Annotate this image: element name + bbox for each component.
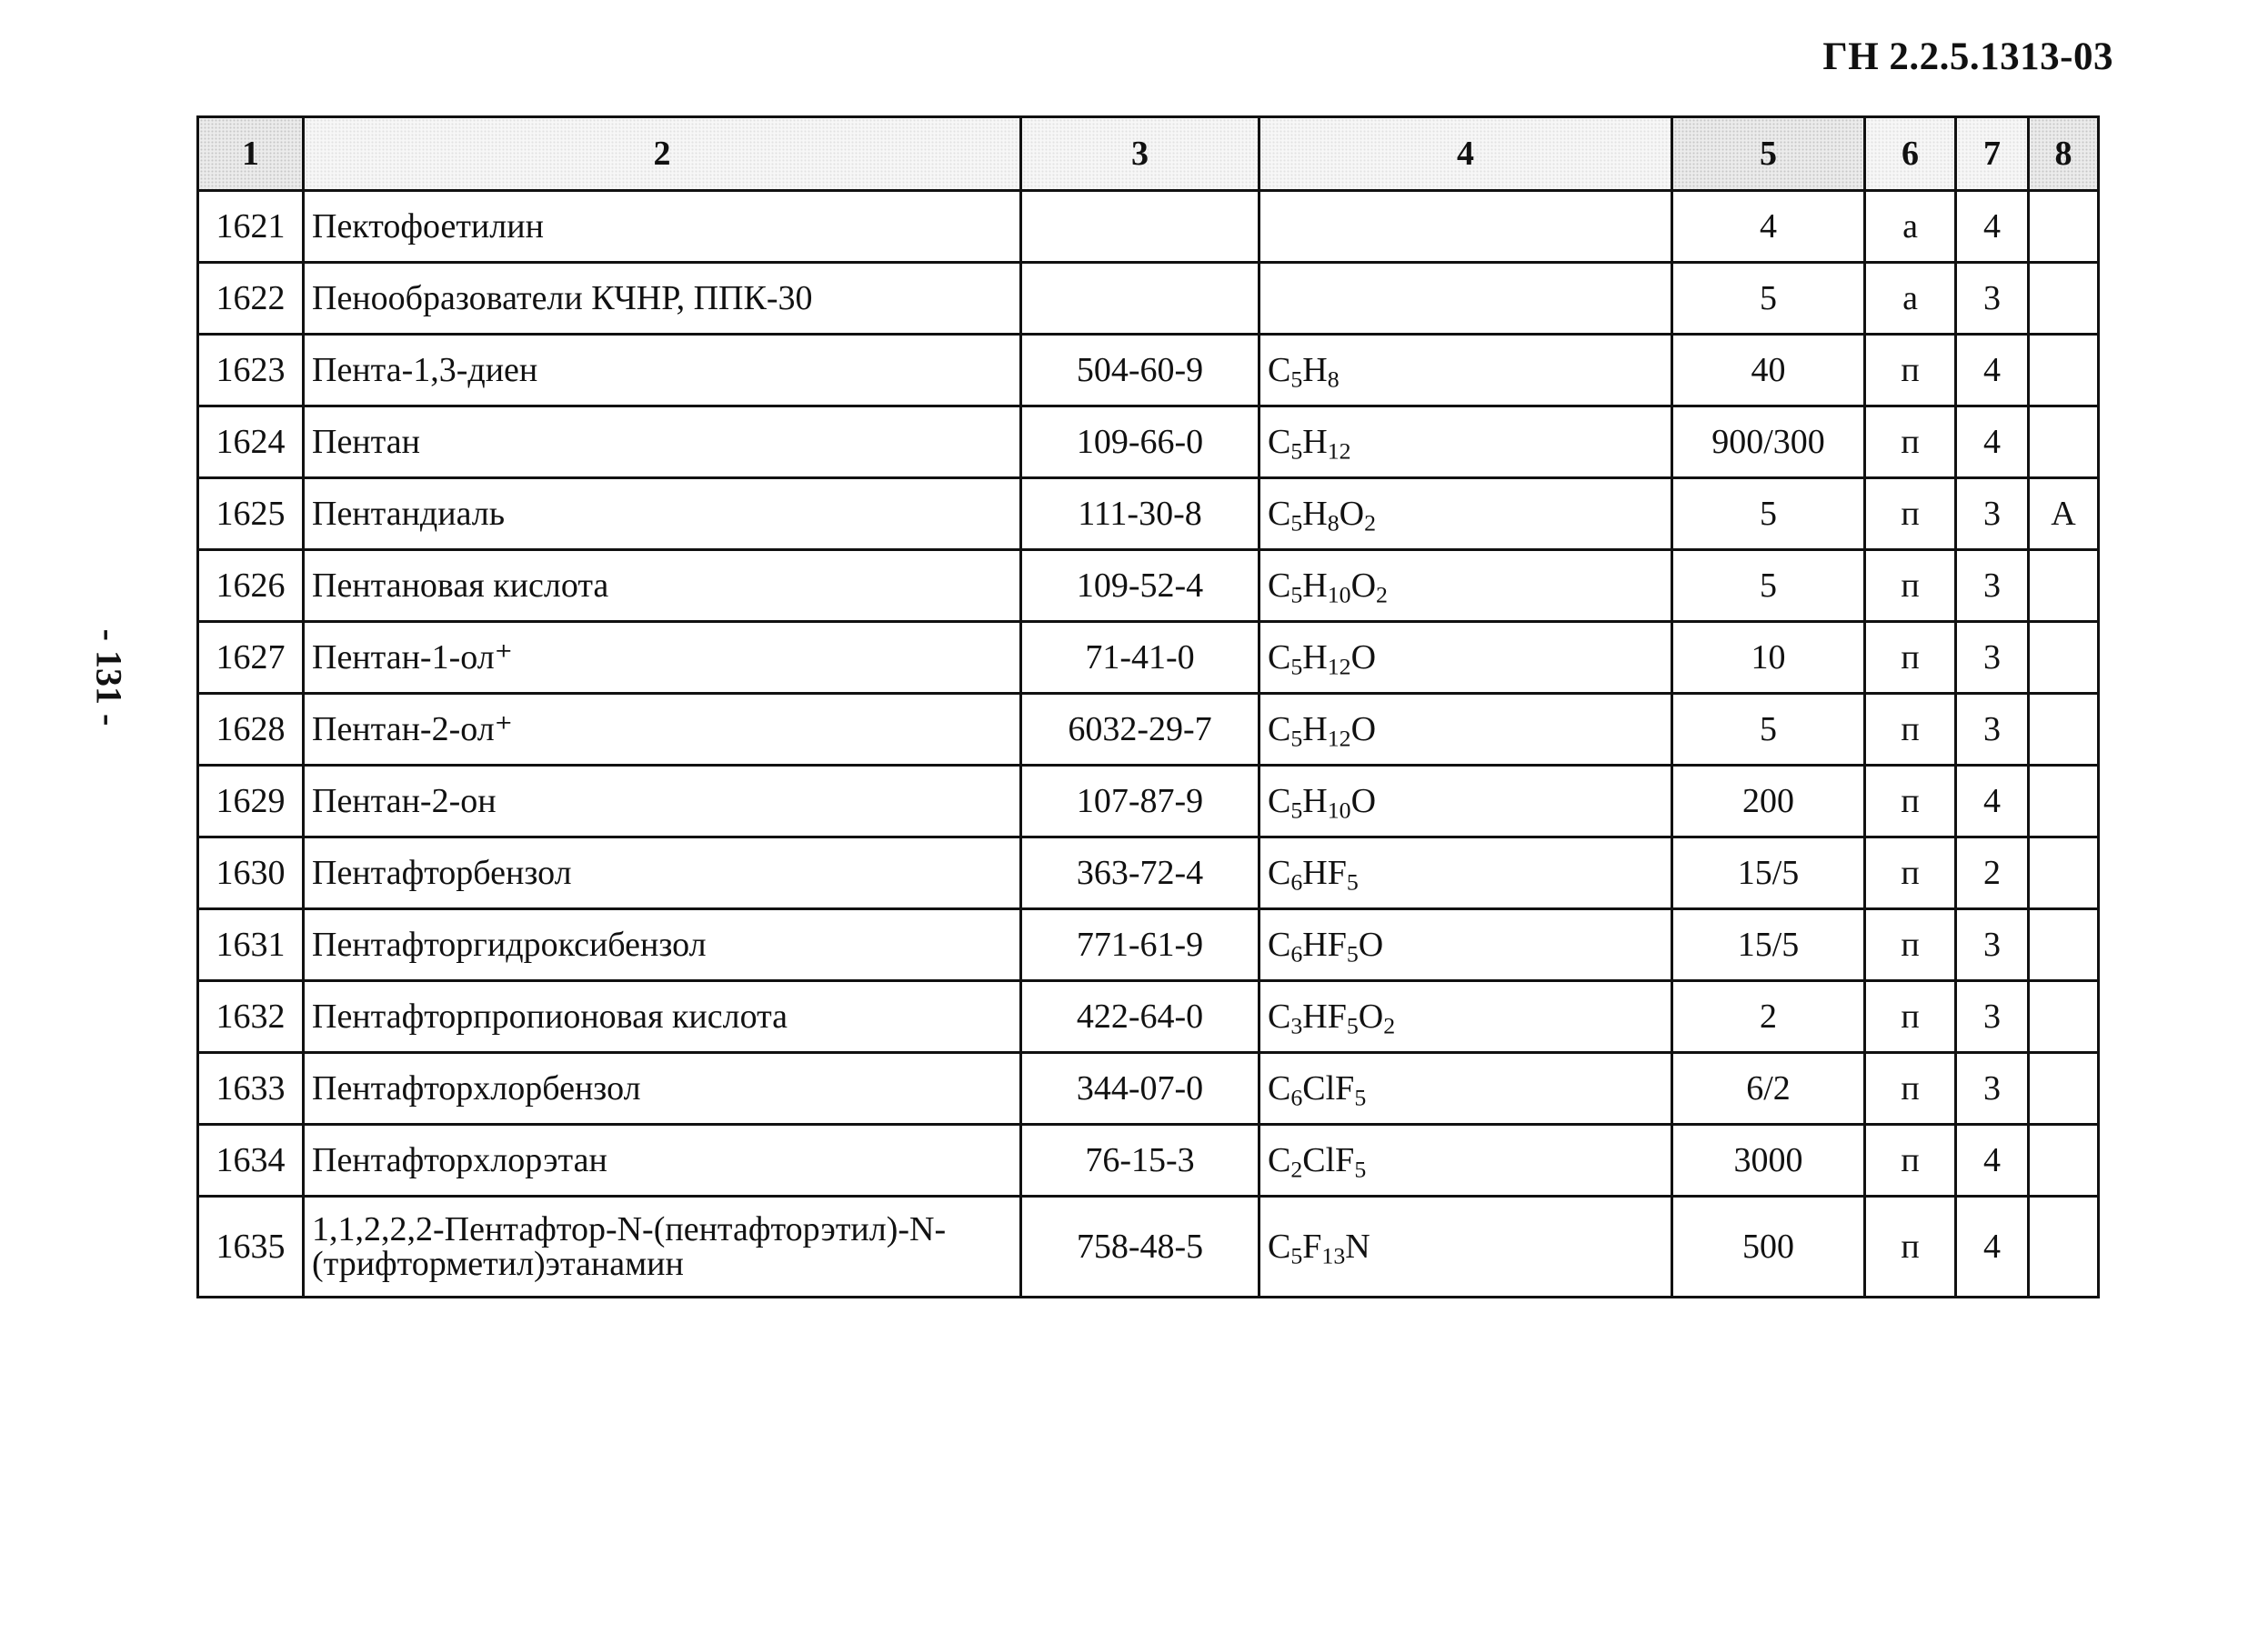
formula-element: C (1268, 710, 1291, 748)
formula-element: O (1358, 926, 1384, 964)
formula-cell (1259, 335, 1672, 406)
formula-element: C (1268, 1141, 1291, 1179)
cas-number-cell: 109-66-0 (1021, 406, 1259, 478)
formula-element: H (1302, 566, 1328, 605)
table-row (198, 263, 2099, 335)
table-row (198, 1053, 2099, 1125)
table-header (198, 117, 2099, 191)
limit-value-cell: 5 (1672, 478, 1865, 550)
table-row (198, 766, 2099, 837)
formula-subscript: 6 (1290, 868, 1303, 896)
row-number-cell: 1632 (198, 981, 304, 1053)
substance-name-cell: Пентановая кислота (304, 550, 1021, 622)
formula-cell (1259, 1197, 1672, 1298)
header-col-5: 5 (1672, 117, 1865, 191)
limit-value-cell: 5 (1672, 550, 1865, 622)
formula-element: C (1268, 782, 1291, 820)
formula-subscript: 13 (1321, 1242, 1346, 1269)
header-col-3: 3 (1021, 117, 1259, 191)
note-cell (2029, 622, 2099, 694)
header-col-8: 8 (2029, 117, 2099, 191)
note-cell (2029, 263, 2099, 335)
header-col-2: 2 (304, 117, 1021, 191)
formula-subscript: 6 (1290, 940, 1303, 967)
aggregate-state-cell: п (1865, 837, 1956, 909)
formula-subscript: 5 (1290, 509, 1303, 536)
aggregate-state-cell: п (1865, 406, 1956, 478)
table-row (198, 550, 2099, 622)
hazard-class-cell: 4 (1956, 335, 2029, 406)
aggregate-state-cell: п (1865, 766, 1956, 837)
hazard-class-cell: 4 (1956, 191, 2029, 263)
limit-value-cell: 500 (1672, 1197, 1865, 1298)
note-cell: А (2029, 478, 2099, 550)
formula-element: H (1302, 423, 1328, 461)
row-number-cell: 1629 (198, 766, 304, 837)
formula-element: ClF (1302, 1141, 1355, 1179)
substance-name-cell: Пентафторпропионовая кислота (304, 981, 1021, 1053)
substance-name-cell: Пентан-2-ол⁺ (304, 694, 1021, 766)
cas-number-cell: 111-30-8 (1021, 478, 1259, 550)
hazard-class-cell: 3 (1956, 263, 2029, 335)
formula-subscript: 5 (1290, 366, 1303, 393)
formula-element: HF (1302, 926, 1347, 964)
hazard-class-cell: 4 (1956, 1125, 2029, 1197)
limit-value-cell: 5 (1672, 694, 1865, 766)
cas-number-cell: 107-87-9 (1021, 766, 1259, 837)
formula-element: O (1350, 566, 1377, 605)
limit-value-cell: 900/300 (1672, 406, 1865, 478)
note-cell (2029, 837, 2099, 909)
substance-name-cell: Пентафторбензол (304, 837, 1021, 909)
formula-subscript: 5 (1346, 1012, 1359, 1039)
limit-value-cell: 5 (1672, 263, 1865, 335)
formula-cell (1259, 622, 1672, 694)
note-cell (2029, 406, 2099, 478)
formula-cell (1259, 981, 1672, 1053)
table-row (198, 478, 2099, 550)
cas-number-cell: 363-72-4 (1021, 837, 1259, 909)
limit-value-cell: 4 (1672, 191, 1865, 263)
row-number-cell: 1623 (198, 335, 304, 406)
cas-number-cell: 344-07-0 (1021, 1053, 1259, 1125)
limit-value-cell: 3000 (1672, 1125, 1865, 1197)
hazard-class-cell: 4 (1956, 1197, 2029, 1298)
aggregate-state-cell: п (1865, 1125, 1956, 1197)
substance-name-cell: Пентан-1-ол⁺ (304, 622, 1021, 694)
substance-name-cell: Пентафторгидроксибензол (304, 909, 1021, 981)
table-row (198, 406, 2099, 478)
formula-cell (1259, 1125, 1672, 1197)
limit-value-cell: 40 (1672, 335, 1865, 406)
note-cell (2029, 766, 2099, 837)
header-col-4: 4 (1259, 117, 1672, 191)
limit-value-cell: 10 (1672, 622, 1865, 694)
formula-subscript: 5 (1354, 1156, 1367, 1183)
document-code: ГН 2.2.5.1313-03 (1822, 35, 2113, 78)
substance-name-cell: Пенообразователи КЧНР, ППК-30 (304, 263, 1021, 335)
cas-number-cell: 6032-29-7 (1021, 694, 1259, 766)
substances-table (196, 115, 2100, 1298)
header-col-6: 6 (1865, 117, 1956, 191)
formula-element: F (1302, 1228, 1322, 1266)
formula-element: N (1345, 1228, 1370, 1266)
row-number-cell: 1621 (198, 191, 304, 263)
cas-number-cell: 771-61-9 (1021, 909, 1259, 981)
formula-subscript: 12 (1327, 437, 1351, 465)
note-cell (2029, 981, 2099, 1053)
substance-name-cell: Пентандиаль (304, 478, 1021, 550)
formula-subscript: 5 (1346, 940, 1359, 967)
formula-subscript: 8 (1327, 366, 1340, 393)
hazard-class-cell: 3 (1956, 550, 2029, 622)
substance-name-cell: Пектофоетилин (304, 191, 1021, 263)
formula-subscript: 5 (1290, 1242, 1303, 1269)
table-row (198, 335, 2099, 406)
cas-number-cell: 76-15-3 (1021, 1125, 1259, 1197)
note-cell (2029, 1125, 2099, 1197)
substance-name-cell: Пентан (304, 406, 1021, 478)
formula-element: C (1268, 997, 1291, 1036)
aggregate-state-cell: п (1865, 1197, 1956, 1298)
hazard-class-cell: 3 (1956, 478, 2029, 550)
limit-value-cell: 15/5 (1672, 837, 1865, 909)
limit-value-cell: 6/2 (1672, 1053, 1865, 1125)
formula-element: O (1350, 710, 1377, 748)
formula-element: H (1302, 710, 1328, 748)
formula-cell (1259, 550, 1672, 622)
formula-subscript: 3 (1290, 1012, 1303, 1039)
note-cell (2029, 1053, 2099, 1125)
formula-cell (1259, 766, 1672, 837)
formula-subscript: 10 (1327, 581, 1351, 608)
formula-element: C (1268, 351, 1291, 389)
formula-element: HF (1302, 997, 1347, 1036)
formula-element: C (1268, 1069, 1291, 1108)
cas-number-cell (1021, 263, 1259, 335)
formula-element: O (1339, 495, 1365, 533)
row-number-cell: 1627 (198, 622, 304, 694)
formula-subscript: 2 (1383, 1012, 1396, 1039)
limit-value-cell: 2 (1672, 981, 1865, 1053)
note-cell (2029, 191, 2099, 263)
formula-element: C (1268, 854, 1291, 892)
table-row (198, 191, 2099, 263)
row-number-cell: 1626 (198, 550, 304, 622)
formula-subscript: 2 (1376, 581, 1388, 608)
table-row (198, 837, 2099, 909)
hazard-class-cell: 3 (1956, 909, 2029, 981)
formula-cell (1259, 909, 1672, 981)
aggregate-state-cell: п (1865, 622, 1956, 694)
formula-element: H (1302, 638, 1328, 677)
formula-element: C (1268, 423, 1291, 461)
hazard-class-cell: 3 (1956, 1053, 2029, 1125)
aggregate-state-cell: п (1865, 335, 1956, 406)
formula-subscript: 5 (1346, 868, 1359, 896)
table-row (198, 1197, 2099, 1298)
table-row (198, 981, 2099, 1053)
formula-element: H (1302, 495, 1328, 533)
formula-subscript: 12 (1327, 653, 1351, 680)
formula-subscript: 5 (1290, 581, 1303, 608)
aggregate-state-cell: п (1865, 694, 1956, 766)
cas-number-cell: 109-52-4 (1021, 550, 1259, 622)
formula-element: HF (1302, 854, 1347, 892)
formula-subscript: 8 (1327, 509, 1340, 536)
aggregate-state-cell: п (1865, 478, 1956, 550)
table-row (198, 1125, 2099, 1197)
note-cell (2029, 694, 2099, 766)
aggregate-state-cell: п (1865, 909, 1956, 981)
formula-cell (1259, 191, 1672, 263)
formula-subscript: 5 (1290, 797, 1303, 824)
aggregate-state-cell: п (1865, 981, 1956, 1053)
formula-subscript: 10 (1327, 797, 1351, 824)
formula-subscript: 5 (1354, 1084, 1367, 1111)
table-row (198, 909, 2099, 981)
header-col-7: 7 (1956, 117, 2029, 191)
formula-cell (1259, 478, 1672, 550)
formula-cell (1259, 406, 1672, 478)
formula-subscript: 5 (1290, 725, 1303, 752)
formula-element: C (1268, 638, 1291, 677)
aggregate-state-cell: п (1865, 550, 1956, 622)
cas-number-cell: 422-64-0 (1021, 981, 1259, 1053)
substance-name-cell: Пента-1,3-диен (304, 335, 1021, 406)
aggregate-state-cell: п (1865, 1053, 1956, 1125)
formula-cell (1259, 263, 1672, 335)
hazard-class-cell: 4 (1956, 406, 2029, 478)
formula-subscript: 5 (1290, 653, 1303, 680)
formula-element: H (1302, 782, 1328, 820)
row-number-cell: 1630 (198, 837, 304, 909)
substance-name-cell: 1,1,2,2,2-Пентафтор-N-(пентафторэтил)-N-(трифторметил)этанамин (304, 1197, 1021, 1298)
header-row (198, 117, 2099, 191)
table-row (198, 622, 2099, 694)
aggregate-state-cell: а (1865, 191, 1956, 263)
formula-subscript: 2 (1290, 1156, 1303, 1183)
formula-element: O (1350, 638, 1377, 677)
formula-element: ClF (1302, 1069, 1355, 1108)
note-cell (2029, 335, 2099, 406)
hazard-class-cell: 2 (1956, 837, 2029, 909)
formula-cell (1259, 694, 1672, 766)
aggregate-state-cell: а (1865, 263, 1956, 335)
row-number-cell: 1634 (198, 1125, 304, 1197)
substance-name-cell: Пентафторхлорбензол (304, 1053, 1021, 1125)
row-number-cell: 1631 (198, 909, 304, 981)
formula-element: C (1268, 566, 1291, 605)
header-col-1: 1 (198, 117, 304, 191)
row-number-cell: 1622 (198, 263, 304, 335)
limit-value-cell: 15/5 (1672, 909, 1865, 981)
limit-value-cell: 200 (1672, 766, 1865, 837)
formula-subscript: 6 (1290, 1084, 1303, 1111)
formula-subscript: 2 (1364, 509, 1377, 536)
formula-subscript: 5 (1290, 437, 1303, 465)
row-number-cell: 1625 (198, 478, 304, 550)
formula-element: C (1268, 1228, 1291, 1266)
table-body (198, 191, 2099, 1298)
formula-element: C (1268, 495, 1291, 533)
cas-number-cell (1021, 191, 1259, 263)
formula-element: C (1268, 926, 1291, 964)
hazard-class-cell: 3 (1956, 622, 2029, 694)
row-number-cell: 1628 (198, 694, 304, 766)
note-cell (2029, 909, 2099, 981)
formula-cell (1259, 837, 1672, 909)
note-cell (2029, 550, 2099, 622)
hazard-class-cell: 4 (1956, 766, 2029, 837)
cas-number-cell: 758-48-5 (1021, 1197, 1259, 1298)
substance-name-cell: Пентан-2-он (304, 766, 1021, 837)
cas-number-cell: 71-41-0 (1021, 622, 1259, 694)
formula-element: H (1302, 351, 1328, 389)
formula-cell (1259, 1053, 1672, 1125)
table-row (198, 694, 2099, 766)
hazard-class-cell: 3 (1956, 981, 2029, 1053)
formula-element: O (1350, 782, 1377, 820)
cas-number-cell: 504-60-9 (1021, 335, 1259, 406)
row-number-cell: 1635 (198, 1197, 304, 1298)
page-number: - 131 - (88, 628, 130, 727)
substance-name-cell: Пентафторхлорэтан (304, 1125, 1021, 1197)
note-cell (2029, 1197, 2099, 1298)
hazard-class-cell: 3 (1956, 694, 2029, 766)
row-number-cell: 1624 (198, 406, 304, 478)
formula-element: O (1358, 997, 1384, 1036)
row-number-cell: 1633 (198, 1053, 304, 1125)
formula-subscript: 12 (1327, 725, 1351, 752)
